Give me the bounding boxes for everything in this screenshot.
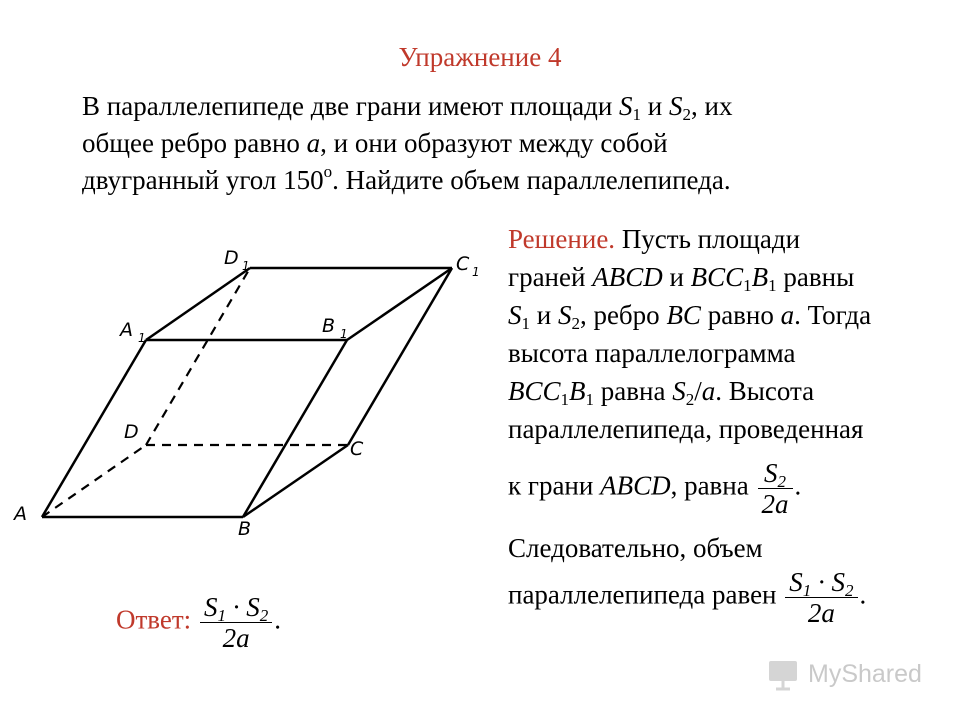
svg-text:1: 1 <box>340 327 348 341</box>
edge-BB1 <box>243 340 347 517</box>
answer: Ответ: $\frac{S_1 \cdot S_2}{2a}$ . <box>116 592 281 653</box>
edge-CC1 <box>348 268 452 445</box>
height-line: к грани ABCD, равна $\frac{S_2}{2a}$ . <box>508 458 802 519</box>
watermark-text: MyShared <box>808 660 922 688</box>
svg-text:1: 1 <box>138 331 146 345</box>
svg-text:1: 1 <box>472 265 480 279</box>
edge-AD-hidden <box>42 445 146 517</box>
volume-fraction: $\frac{S_1 \cdot S_2}{2a}$ <box>785 567 857 628</box>
vertex-label-A1: A <box>120 319 133 341</box>
solution-label: Решение. <box>508 224 616 254</box>
vertex-label-A: A <box>14 503 27 525</box>
vertex-label-B1: B <box>322 315 336 337</box>
presentation-board-icon <box>766 656 802 692</box>
edge-B1C1 <box>347 268 452 340</box>
watermark-logo <box>766 656 926 694</box>
vertex-label-B: B <box>238 518 252 540</box>
answer-fraction: $\frac{S_1 \cdot S_2}{2a}$ <box>200 592 272 653</box>
volume-line: Следовательно, объем параллелепипеда равен $\frac{S_1 \cdot S_2}{2a}$ . <box>508 533 867 628</box>
edge-A1D1 <box>146 268 250 340</box>
vertex-label-D1: D <box>224 247 239 269</box>
vertex-label-C: C <box>350 438 364 460</box>
solution-text: Решение. Пусть площади граней ABCD и $BCC_1B_1$ равны $S_1$ и $S_2$, ребро BC равно a. Тогда высота параллелограмма $BCC_1B_1$ равна $S_2/a$. Высота параллелепипеда, проведенная к грани ABCD, равна $\frac{S_2}{2a}$ . Следовательно, объем параллелепипеда равен $\frac{S_1 \cdot S_2}{2a}$ . <box>508 220 948 628</box>
vertex-label-C1: C <box>456 253 470 275</box>
edge-BC <box>243 445 348 517</box>
edge-DD1-hidden <box>146 268 250 445</box>
answer-label: Ответ: <box>116 604 192 635</box>
problem-statement: В параллелепипеде две грани имеют площади $S_1$ и $S_2$, их общее ребро равно a, и они образуют между собой двугранный угол 150$^o$. Найдите объем параллелепипеда. <box>82 91 733 195</box>
height-fraction: $\frac{S_2}{2a}$ <box>758 458 793 519</box>
vertex-label-D: D <box>124 421 139 443</box>
svg-text:1: 1 <box>242 259 250 273</box>
page-title: Упражнение 4 <box>398 42 562 72</box>
